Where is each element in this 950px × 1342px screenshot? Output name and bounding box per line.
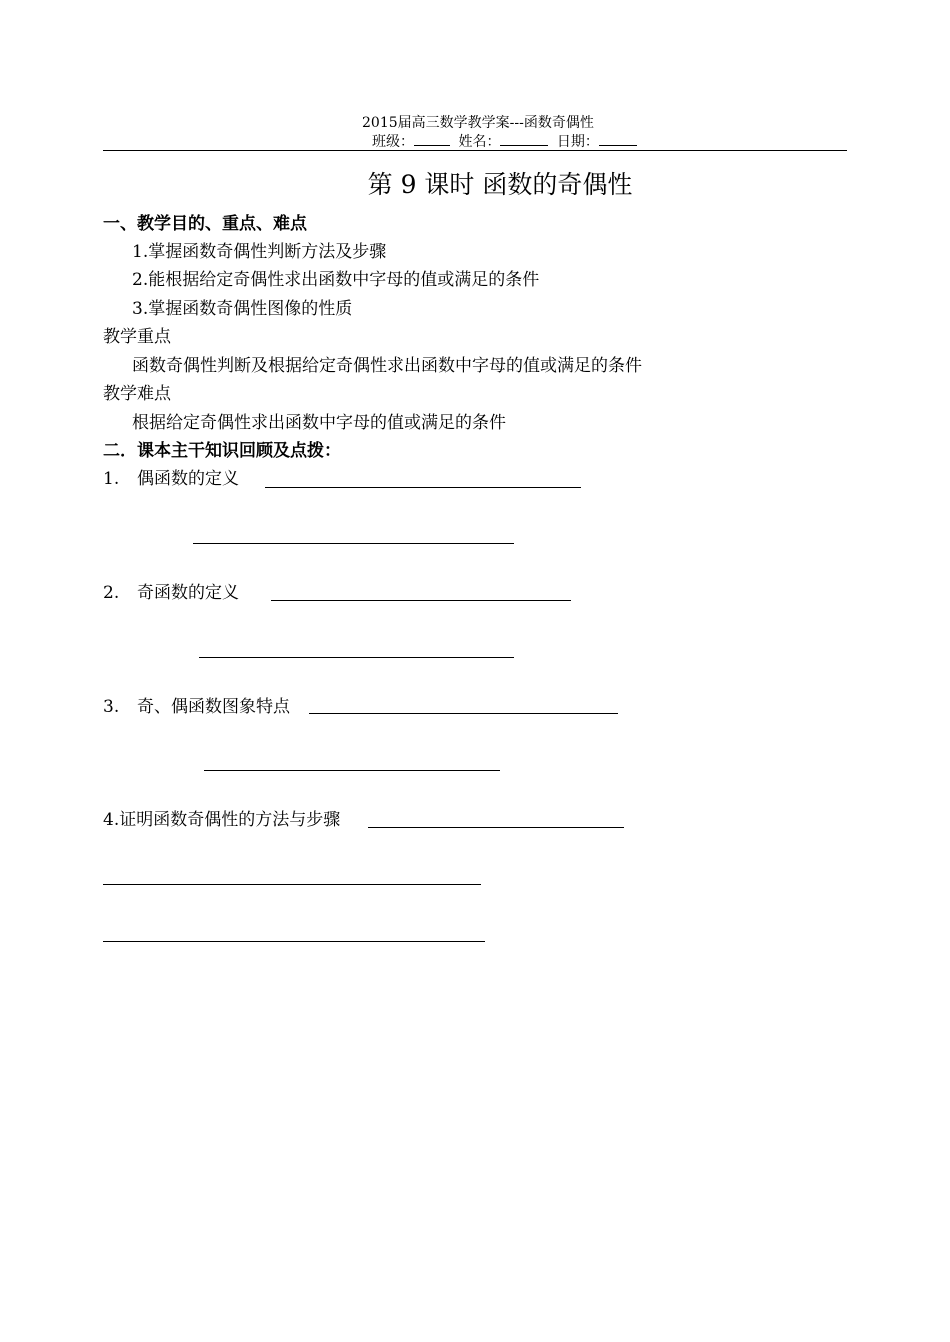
class-label: 班级： — [372, 134, 414, 150]
section1-heading: 一、教学目的、重点、难点 — [103, 214, 307, 234]
item-1-answer-line-1[interactable] — [265, 487, 581, 488]
date-blank[interactable] — [599, 131, 637, 146]
item-2-number: 2. — [103, 583, 120, 603]
item-2-answer-line-2[interactable] — [199, 657, 514, 658]
name-label: 姓名： — [458, 134, 501, 150]
date-label: 日期： — [556, 134, 599, 150]
key-points-label: 教学重点 — [103, 327, 171, 347]
name-blank[interactable] — [500, 131, 548, 146]
item-2-label: 奇函数的定义 — [137, 583, 239, 603]
item-3-number: 3. — [103, 697, 120, 717]
item-3-label: 奇、偶函数图象特点 — [137, 697, 290, 717]
item-4-answer-line-2[interactable] — [103, 884, 481, 885]
objective-1: 1.掌握函数奇偶性判断方法及步骤 — [132, 242, 387, 262]
item-3-answer-line-1[interactable] — [309, 713, 618, 714]
difficulties-text: 根据给定奇偶性求出函数中字母的值或满足的条件 — [132, 413, 506, 433]
key-points-text: 函数奇偶性判断及根据给定奇偶性求出函数中字母的值或满足的条件 — [132, 356, 642, 376]
item-1-answer-line-2[interactable] — [193, 543, 514, 544]
item-4-label: 4.证明函数奇偶性的方法与步骤 — [103, 810, 341, 830]
objective-2: 2.能根据给定奇偶性求出函数中字母的值或满足的条件 — [132, 270, 540, 290]
class-blank[interactable] — [414, 131, 450, 146]
item-3-answer-line-2[interactable] — [204, 770, 500, 771]
header-divider — [103, 150, 847, 151]
difficulties-label: 教学难点 — [103, 384, 171, 404]
item-2-answer-line-1[interactable] — [271, 600, 571, 601]
document-header-title: 2015届高三数学教学案---函数奇偶性 — [362, 115, 594, 131]
item-4-answer-line-3[interactable] — [103, 941, 485, 942]
item-1-number: 1. — [103, 469, 120, 489]
item-4-answer-line-1[interactable] — [368, 827, 624, 828]
objective-3: 3.掌握函数奇偶性图像的性质 — [132, 299, 353, 319]
document-header-fields — [372, 131, 637, 150]
item-1-label: 偶函数的定义 — [137, 469, 239, 489]
section2-heading: 二．课本主干知识回顾及点拨： — [103, 441, 341, 461]
lesson-title: 第 9 课时 函数的奇偶性 — [367, 170, 633, 199]
